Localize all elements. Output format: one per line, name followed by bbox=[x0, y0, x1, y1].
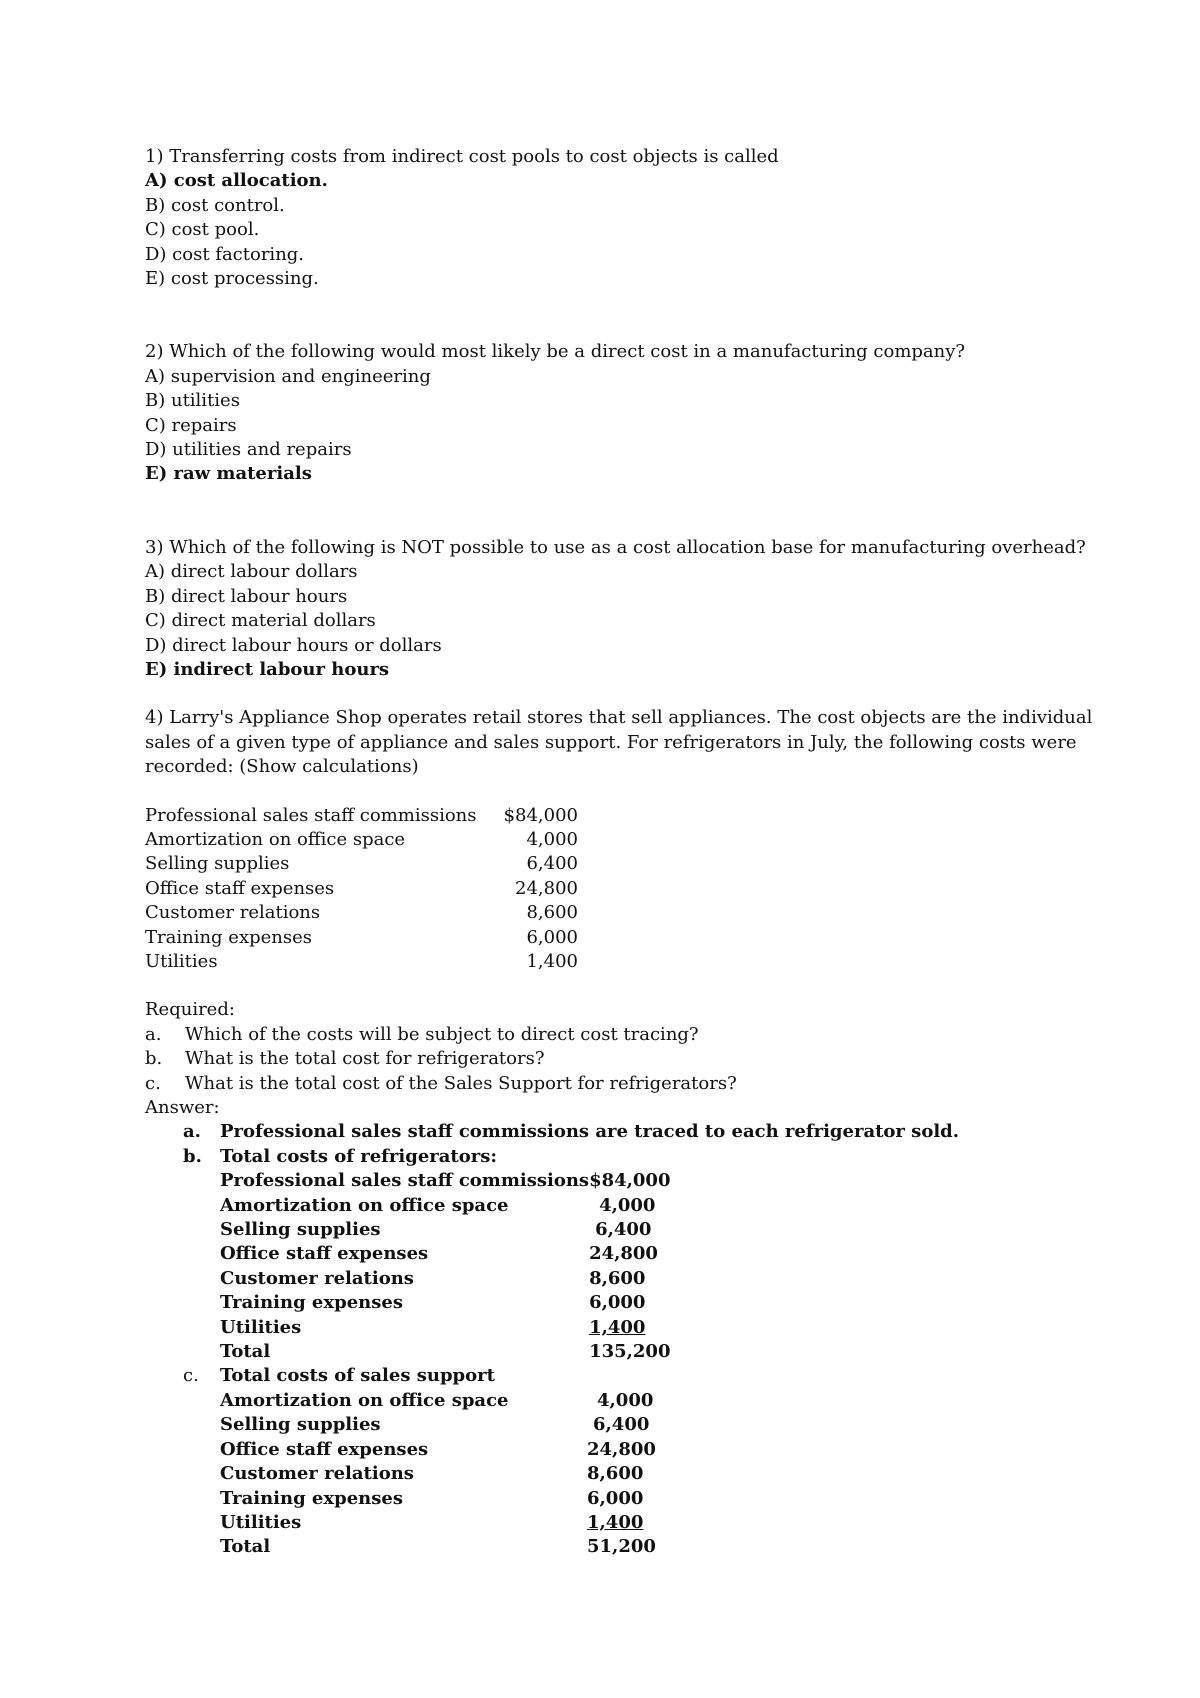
row-name: Utilities bbox=[220, 1316, 302, 1338]
question-stem: 2) Which of the following would most likely be a direct cost in a manufacturing company? bbox=[145, 341, 966, 363]
row-name: Customer relations bbox=[220, 1267, 414, 1289]
option-d: D) direct labour hours or dollars bbox=[145, 634, 442, 656]
required-letter: a. bbox=[145, 1023, 162, 1045]
cost-amount: 1,400 bbox=[526, 950, 578, 972]
answer-letter: c. bbox=[183, 1365, 199, 1387]
row-amount: 1,400 bbox=[589, 1316, 646, 1338]
row-name: Selling supplies bbox=[220, 1414, 381, 1436]
option-e: E) raw materials bbox=[145, 463, 312, 485]
answer-b bbox=[183, 1145, 1095, 1169]
option-c: C) repairs bbox=[145, 414, 237, 436]
required-letter: b. bbox=[145, 1048, 163, 1070]
table-row bbox=[220, 1340, 670, 1364]
table-row bbox=[145, 901, 578, 925]
answer-block bbox=[145, 1120, 1095, 1559]
row-amount: 8,600 bbox=[587, 1463, 644, 1485]
row-name: Professional sales staff commissions bbox=[220, 1170, 590, 1192]
table-row bbox=[145, 804, 578, 828]
required-item bbox=[145, 1047, 1095, 1071]
cost-amount: 6,000 bbox=[526, 926, 578, 948]
cost-amount: 4,000 bbox=[526, 828, 578, 850]
row-name: Office staff expenses bbox=[220, 1438, 429, 1460]
row-amount: 4,000 bbox=[599, 1194, 656, 1216]
table-row bbox=[220, 1169, 670, 1193]
row-name: Total bbox=[220, 1341, 271, 1363]
answer-b-table bbox=[220, 1169, 670, 1364]
table-row bbox=[145, 877, 578, 901]
cost-name: Office staff expenses bbox=[145, 877, 335, 899]
table-row bbox=[220, 1194, 670, 1218]
table-row bbox=[220, 1487, 667, 1511]
table-row bbox=[145, 926, 578, 950]
required-letter: c. bbox=[145, 1072, 161, 1094]
answer-title: Total costs of sales support bbox=[220, 1365, 495, 1387]
table-row bbox=[220, 1242, 670, 1266]
row-amount: 51,200 bbox=[587, 1536, 656, 1558]
cost-name: Utilities bbox=[145, 950, 218, 972]
question-2 bbox=[145, 340, 1095, 486]
required-item bbox=[145, 1072, 1095, 1096]
option-a: A) cost allocation. bbox=[145, 170, 328, 192]
row-amount: 6,400 bbox=[593, 1414, 650, 1436]
option-d: D) cost factoring. bbox=[145, 243, 305, 265]
cost-name: Customer relations bbox=[145, 902, 321, 924]
table-row bbox=[220, 1389, 667, 1413]
option-e: E) cost processing. bbox=[145, 268, 319, 290]
question-stem: 3) Which of the following is NOT possible to use as a cost allocation base for manufacturing overhead? bbox=[145, 536, 1086, 558]
question-4 bbox=[145, 706, 1095, 1559]
row-name: Utilities bbox=[220, 1511, 302, 1533]
option-b: B) utilities bbox=[145, 390, 240, 412]
table-row bbox=[220, 1511, 667, 1535]
row-name: Training expenses bbox=[220, 1487, 403, 1509]
table-row bbox=[145, 828, 578, 852]
table-row bbox=[220, 1218, 670, 1242]
table-row bbox=[220, 1316, 670, 1340]
cost-amount: 6,400 bbox=[526, 853, 578, 875]
row-amount: 6,400 bbox=[595, 1219, 652, 1241]
row-amount: 6,000 bbox=[587, 1487, 644, 1509]
row-name: Amortization on office space bbox=[220, 1194, 509, 1216]
question-3 bbox=[145, 536, 1095, 682]
table-row bbox=[220, 1267, 670, 1291]
row-name: Total bbox=[220, 1536, 271, 1558]
answer-c-table bbox=[220, 1389, 667, 1560]
question-stem-line: 4) Larry's Appliance Shop operates retail stores that sell appliances. The cost objects are the individual bbox=[145, 707, 1093, 729]
document-page bbox=[145, 145, 1095, 1560]
table-row bbox=[220, 1291, 670, 1315]
table-row bbox=[145, 950, 578, 974]
option-b: B) cost control. bbox=[145, 194, 285, 216]
row-name: Training expenses bbox=[220, 1292, 403, 1314]
required-item bbox=[145, 1023, 1095, 1047]
option-c: C) cost pool. bbox=[145, 219, 260, 241]
row-amount: 135,200 bbox=[589, 1341, 671, 1363]
required-text: Which of the costs will be subject to direct cost tracing? bbox=[185, 1023, 699, 1045]
row-amount: 4,000 bbox=[597, 1389, 654, 1411]
option-a: A) direct labour dollars bbox=[145, 561, 358, 583]
row-name: Selling supplies bbox=[220, 1219, 381, 1241]
question-stem: 1) Transferring costs from indirect cost pools to cost objects is called bbox=[145, 146, 779, 167]
answer-text: Professional sales staff commissions are traced to each refrigerator sold. bbox=[220, 1121, 960, 1143]
cost-amount: $84,000 bbox=[503, 804, 578, 826]
answer-letter: b. bbox=[183, 1145, 202, 1167]
row-amount: 1,400 bbox=[587, 1511, 644, 1533]
answer-a bbox=[183, 1120, 1095, 1144]
option-d: D) utilities and repairs bbox=[145, 439, 352, 461]
table-row bbox=[220, 1535, 667, 1559]
cost-amount: 8,600 bbox=[526, 902, 578, 924]
question-stem-line: recorded: (Show calculations) bbox=[145, 756, 419, 778]
row-amount: 6,000 bbox=[589, 1292, 646, 1314]
table-row bbox=[220, 1462, 667, 1486]
row-amount: 24,800 bbox=[589, 1243, 658, 1265]
option-c: C) direct material dollars bbox=[145, 610, 376, 632]
option-a: A) supervision and engineering bbox=[145, 365, 431, 387]
cost-amount: 24,800 bbox=[515, 877, 578, 899]
table-row bbox=[220, 1438, 667, 1462]
cost-name: Professional sales staff commissions bbox=[145, 804, 477, 826]
answer-letter: a. bbox=[183, 1121, 201, 1143]
table-row bbox=[145, 852, 578, 876]
row-name: Office staff expenses bbox=[220, 1243, 429, 1265]
cost-name: Training expenses bbox=[145, 926, 312, 948]
question-1 bbox=[145, 145, 1095, 291]
answer-label: Answer: bbox=[145, 1097, 220, 1118]
cost-name: Amortization on office space bbox=[145, 828, 406, 850]
cost-name: Selling supplies bbox=[145, 853, 290, 875]
row-name: Amortization on office space bbox=[220, 1389, 509, 1411]
row-name: Customer relations bbox=[220, 1463, 414, 1485]
required-text: What is the total cost of the Sales Support for refrigerators? bbox=[185, 1072, 737, 1094]
required-text: What is the total cost for refrigerators? bbox=[185, 1048, 545, 1070]
option-e: E) indirect labour hours bbox=[145, 658, 390, 680]
row-amount: $84,000 bbox=[589, 1170, 671, 1192]
cost-table bbox=[145, 804, 578, 975]
answer-title: Total costs of refrigerators: bbox=[220, 1145, 498, 1167]
answer-c bbox=[183, 1364, 1095, 1388]
row-amount: 24,800 bbox=[587, 1438, 656, 1460]
question-stem-line: sales of a given type of appliance and sales support. For refrigerators in July, the following costs were bbox=[145, 731, 1077, 753]
row-amount: 8,600 bbox=[589, 1267, 646, 1289]
option-b: B) direct labour hours bbox=[145, 585, 348, 607]
table-row bbox=[220, 1413, 667, 1437]
required-label: Required: bbox=[145, 999, 235, 1021]
